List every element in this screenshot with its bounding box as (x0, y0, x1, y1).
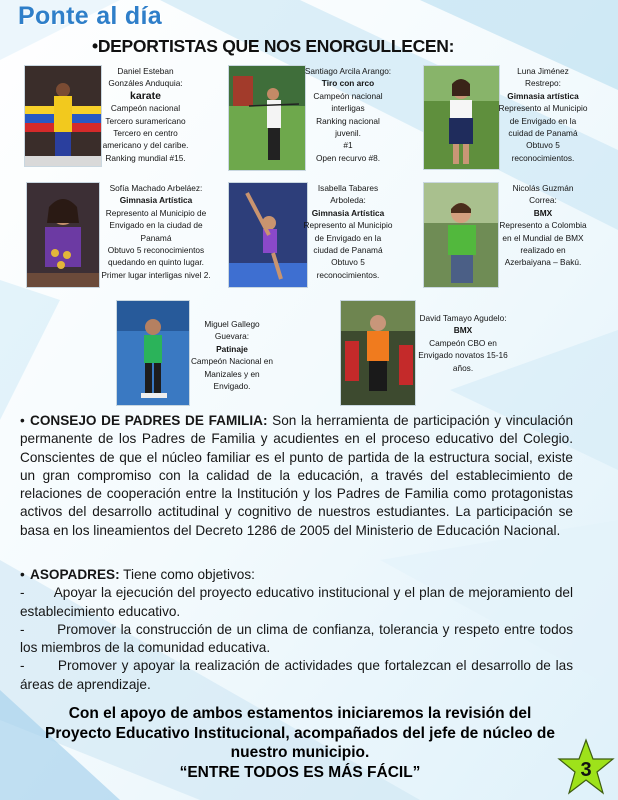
athlete-detail: Obtuvo 5 (526, 140, 560, 151)
athlete-detail: interligas (331, 103, 365, 114)
athlete-card-santiago (298, 65, 398, 164)
athlete-detail: Campeón nacional (313, 90, 383, 101)
asopadres-item: - Apoyar la ejecución del proyecto educativo institucional y el plan de mejoramiento del establecimiento educativo. (20, 585, 573, 619)
athlete-photo-santiago (228, 65, 306, 171)
athlete-photo-sofia (26, 182, 100, 288)
athlete-detail: Ranking nacional (316, 115, 380, 126)
athlete-name: Sofía Machado Arbeláez: (109, 183, 203, 193)
bullet: • (20, 413, 25, 428)
athlete-detail: realizado en (520, 245, 566, 256)
athlete-detail: ciudad de Panamá (313, 245, 383, 256)
athlete-detail: Manizales y en (204, 368, 260, 379)
athlete-sport: Gimnasia Artística (119, 195, 193, 206)
asopadres-item: - Promover la construcción de un clima de confianza, tolerancia y respeto entre todos los miembros de la comunidad educativa. (20, 621, 573, 656)
athlete-sport: BMX (453, 325, 473, 336)
athlete-card-daniel (98, 65, 193, 164)
athlete-name: Gonzáles Anduquia: (108, 78, 183, 89)
athlete-name: Luna Jiménez (517, 66, 569, 76)
asopadres-item: - Promover y apoyar la realización de actividades que fortalezcan el desarrollo de las áreas de aprendizaje. (20, 658, 573, 692)
asopadres-header (20, 566, 573, 584)
athlete-card-miguel (182, 318, 282, 392)
asopadres-heading: ASOPADRES: (30, 567, 120, 582)
bullet: • (20, 567, 25, 582)
athlete-detail: años. (452, 362, 474, 373)
asopadres-section (20, 566, 573, 694)
athlete-detail: Panamá (140, 232, 172, 243)
athlete-detail: Envigado novatos 15-16 (418, 350, 508, 361)
athlete-name: Miguel Gallego (204, 319, 260, 329)
athlete-photo-miguel (116, 300, 190, 406)
athlete-name: David Tamayo Agudelo: (419, 313, 507, 323)
athlete-detail: americano y del caribe. (102, 140, 189, 151)
athlete-detail: Obtuvo 5 reconocimientos (107, 245, 205, 256)
athlete-detail: Represento al Municipio (303, 220, 393, 231)
athlete-detail: Azerbaiyana – Bakú. (504, 257, 582, 268)
athlete-name: Arboleda: (330, 195, 366, 206)
athlete-detail: Represento al Municipio de (105, 207, 207, 218)
athlete-detail: de Envigado en la (314, 232, 382, 243)
athlete-name: Nicolás Guzmán (512, 183, 574, 193)
athlete-card-luna (493, 65, 593, 164)
athlete-sport: BMX (533, 207, 553, 218)
athlete-detail: en el Mundial de BMX (502, 232, 584, 243)
athlete-card-david (413, 312, 513, 374)
athlete-detail: juvenil. (335, 128, 361, 139)
closing-line: Proyecto Educativo Institucional, acompañados del jefe de núcleo de (45, 724, 555, 742)
athlete-detail: de Envigado en la (509, 115, 577, 126)
athlete-detail: quedando en quinto lugar. (108, 257, 204, 268)
athlete-detail: Envigado en la ciudad de (109, 220, 203, 231)
athlete-detail: #1 (343, 140, 353, 151)
athlete-name: Daniel Esteban (117, 66, 174, 76)
athlete-card-sofia (96, 182, 216, 281)
athlete-name: Restrepo: (525, 78, 561, 89)
athlete-sport: Gimnasia artística (507, 90, 579, 101)
athlete-detail: Envigado. (213, 381, 251, 392)
athlete-detail: Campeón Nacional en (190, 356, 274, 367)
athlete-detail: Ranking mundial #15. (105, 152, 186, 163)
section-title: •DEPORTISTAS QUE NOS ENORGULLECEN: (92, 36, 455, 56)
athlete-detail: Campeón CBO en (429, 337, 497, 348)
athlete-photo-isabella (228, 182, 308, 288)
athlete-detail: reconocimientos. (316, 269, 380, 280)
page-number: 3 (580, 759, 592, 781)
athlete-detail: Open recurvo #8. (315, 152, 381, 163)
athlete-name: Isabella Tabares (317, 183, 379, 193)
athlete-photo-nicolas (423, 182, 499, 288)
consejo-heading: CONSEJO DE PADRES DE FAMILIA: (30, 413, 268, 428)
closing-message (20, 704, 580, 782)
closing-slogan: “ENTRE TODOS ES MÁS FÁCIL” (179, 763, 421, 781)
athlete-sport: karate (130, 89, 161, 102)
asopadres-item-text: Promover la construcción de un clima de confianza, tolerancia y respeto entre todos los miembros de la comunidad educativa. (20, 621, 573, 656)
athlete-detail: Campeón nacional (110, 103, 181, 114)
page-number-star-icon (556, 738, 616, 796)
closing-line: Con el apoyo de ambos estamentos iniciaremos la revisión del (68, 705, 532, 722)
athlete-detail: Obtuvo 5 (331, 257, 365, 268)
athlete-card-nicolas (493, 182, 593, 269)
athlete-photo-luna (423, 65, 500, 170)
athlete-sport: Gimnasia Artística (311, 207, 385, 218)
athlete-sport: Tiro con arco (321, 78, 375, 89)
athlete-detail: Represento a Colombia (499, 220, 587, 231)
masthead-title: Ponte al día (18, 2, 162, 30)
athlete-name: Guevara: (214, 331, 250, 342)
closing-line: nuestro municipio. (230, 744, 370, 761)
asopadres-item-text: Promover y apoyar la realización de actividades que fortalezcan el desarrollo de las áreas de aprendizaje. (20, 658, 573, 692)
athlete-detail: Tercero en centro (113, 128, 178, 139)
athlete-photo-daniel (24, 65, 102, 167)
athlete-detail: Represento al Municipio (498, 103, 588, 114)
asopadres-item-text: Apoyar la ejecución del proyecto educativo institucional y el plan de mejoramiento del establecimiento educativo. (20, 585, 573, 619)
athlete-sport: Patinaje (216, 343, 248, 354)
consejo-section (20, 412, 573, 540)
athlete-detail: cuidad de Panamá (508, 128, 578, 139)
athlete-detail: Primer lugar interligas nivel 2. (101, 269, 211, 280)
athlete-name: Santiago Arcila Arango: (304, 66, 392, 76)
athlete-detail: Tercero suramericano (105, 115, 186, 126)
athlete-card-isabella (298, 182, 398, 281)
consejo-body: Son la herramienta de participación y vinculación permanente de los Padres de Familia y acudientes en el proceso educativo del Colegio. Conscientes de que el núcleo familiar es el punto de partida de la estructura social, existe un gran compromiso con la calidad de la educación, a través del establecimiento de relaciones de cooperación entre la Institución y los Padres de Familia como protagonistas activos del desarrollo actitudinal y cognitivo de nuestros estudiantes. La participación se basa en los lineamientos del Decreto 1286 de 2005 del Ministerio de Educación Nacional. (20, 413, 574, 538)
athlete-detail: reconocimientos. (511, 152, 575, 163)
athlete-name: Correa: (529, 195, 557, 206)
athlete-photo-david (340, 300, 416, 406)
asopadres-intro: Tiene como objetivos: (123, 567, 255, 582)
